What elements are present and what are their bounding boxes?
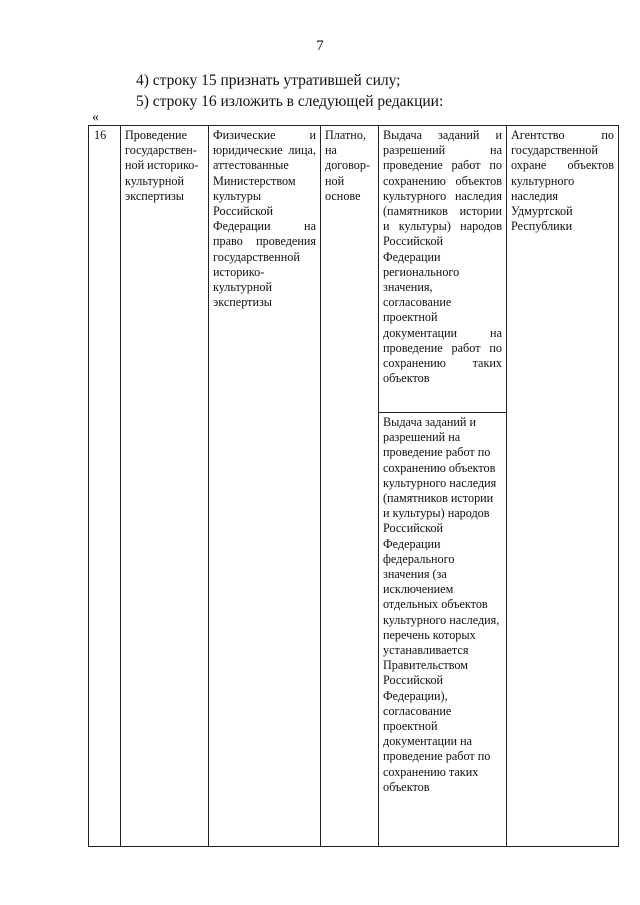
opening-quote-mark: « — [92, 110, 99, 125]
service-name-cell: Проведение государствен-ной историко-культурной экспертизы — [121, 126, 209, 847]
row-number-cell: 16 — [89, 126, 121, 847]
authority-cell: Агентство по государственной охране объектов культурного наследия Удмуртской Республики — [507, 126, 619, 847]
paragraph-item-5: 5) строку 16 изложить в следующей редакции: — [136, 93, 444, 110]
page-number: 7 — [316, 38, 324, 54]
payment-cell: Платно, на договор-ной основе — [321, 126, 379, 847]
services-table — [88, 125, 619, 847]
issue-federal-cell: Выдача заданий и разрешений на проведение работ по сохранению объектов культурного наследия (памятников истории и культуры) народов Российской Федерации федерального значения (за исключением отдельных объектов культурного наследия, перечень которых устанавливается Правительством Российской Федерации), согласование проектной документации на проведение работ по сохранению таких объектов — [379, 413, 507, 847]
paragraph-item-4: 4) строку 15 признать утратившей силу; — [136, 72, 401, 89]
recipients-cell: Физические и юридические лица, аттестованные Министерством культуры Российской Федерации на право проведения государственной историко-культурной экспертизы — [209, 126, 321, 847]
table-row — [89, 126, 619, 413]
issue-regional-cell: Выдача заданий и разрешений на проведение работ по сохранению объектов культурного наследия (памятников истории и культуры) народов Российской Федерации регионального значения, согласование проектной документации на проведение работ по сохранению таких объектов — [379, 126, 507, 413]
